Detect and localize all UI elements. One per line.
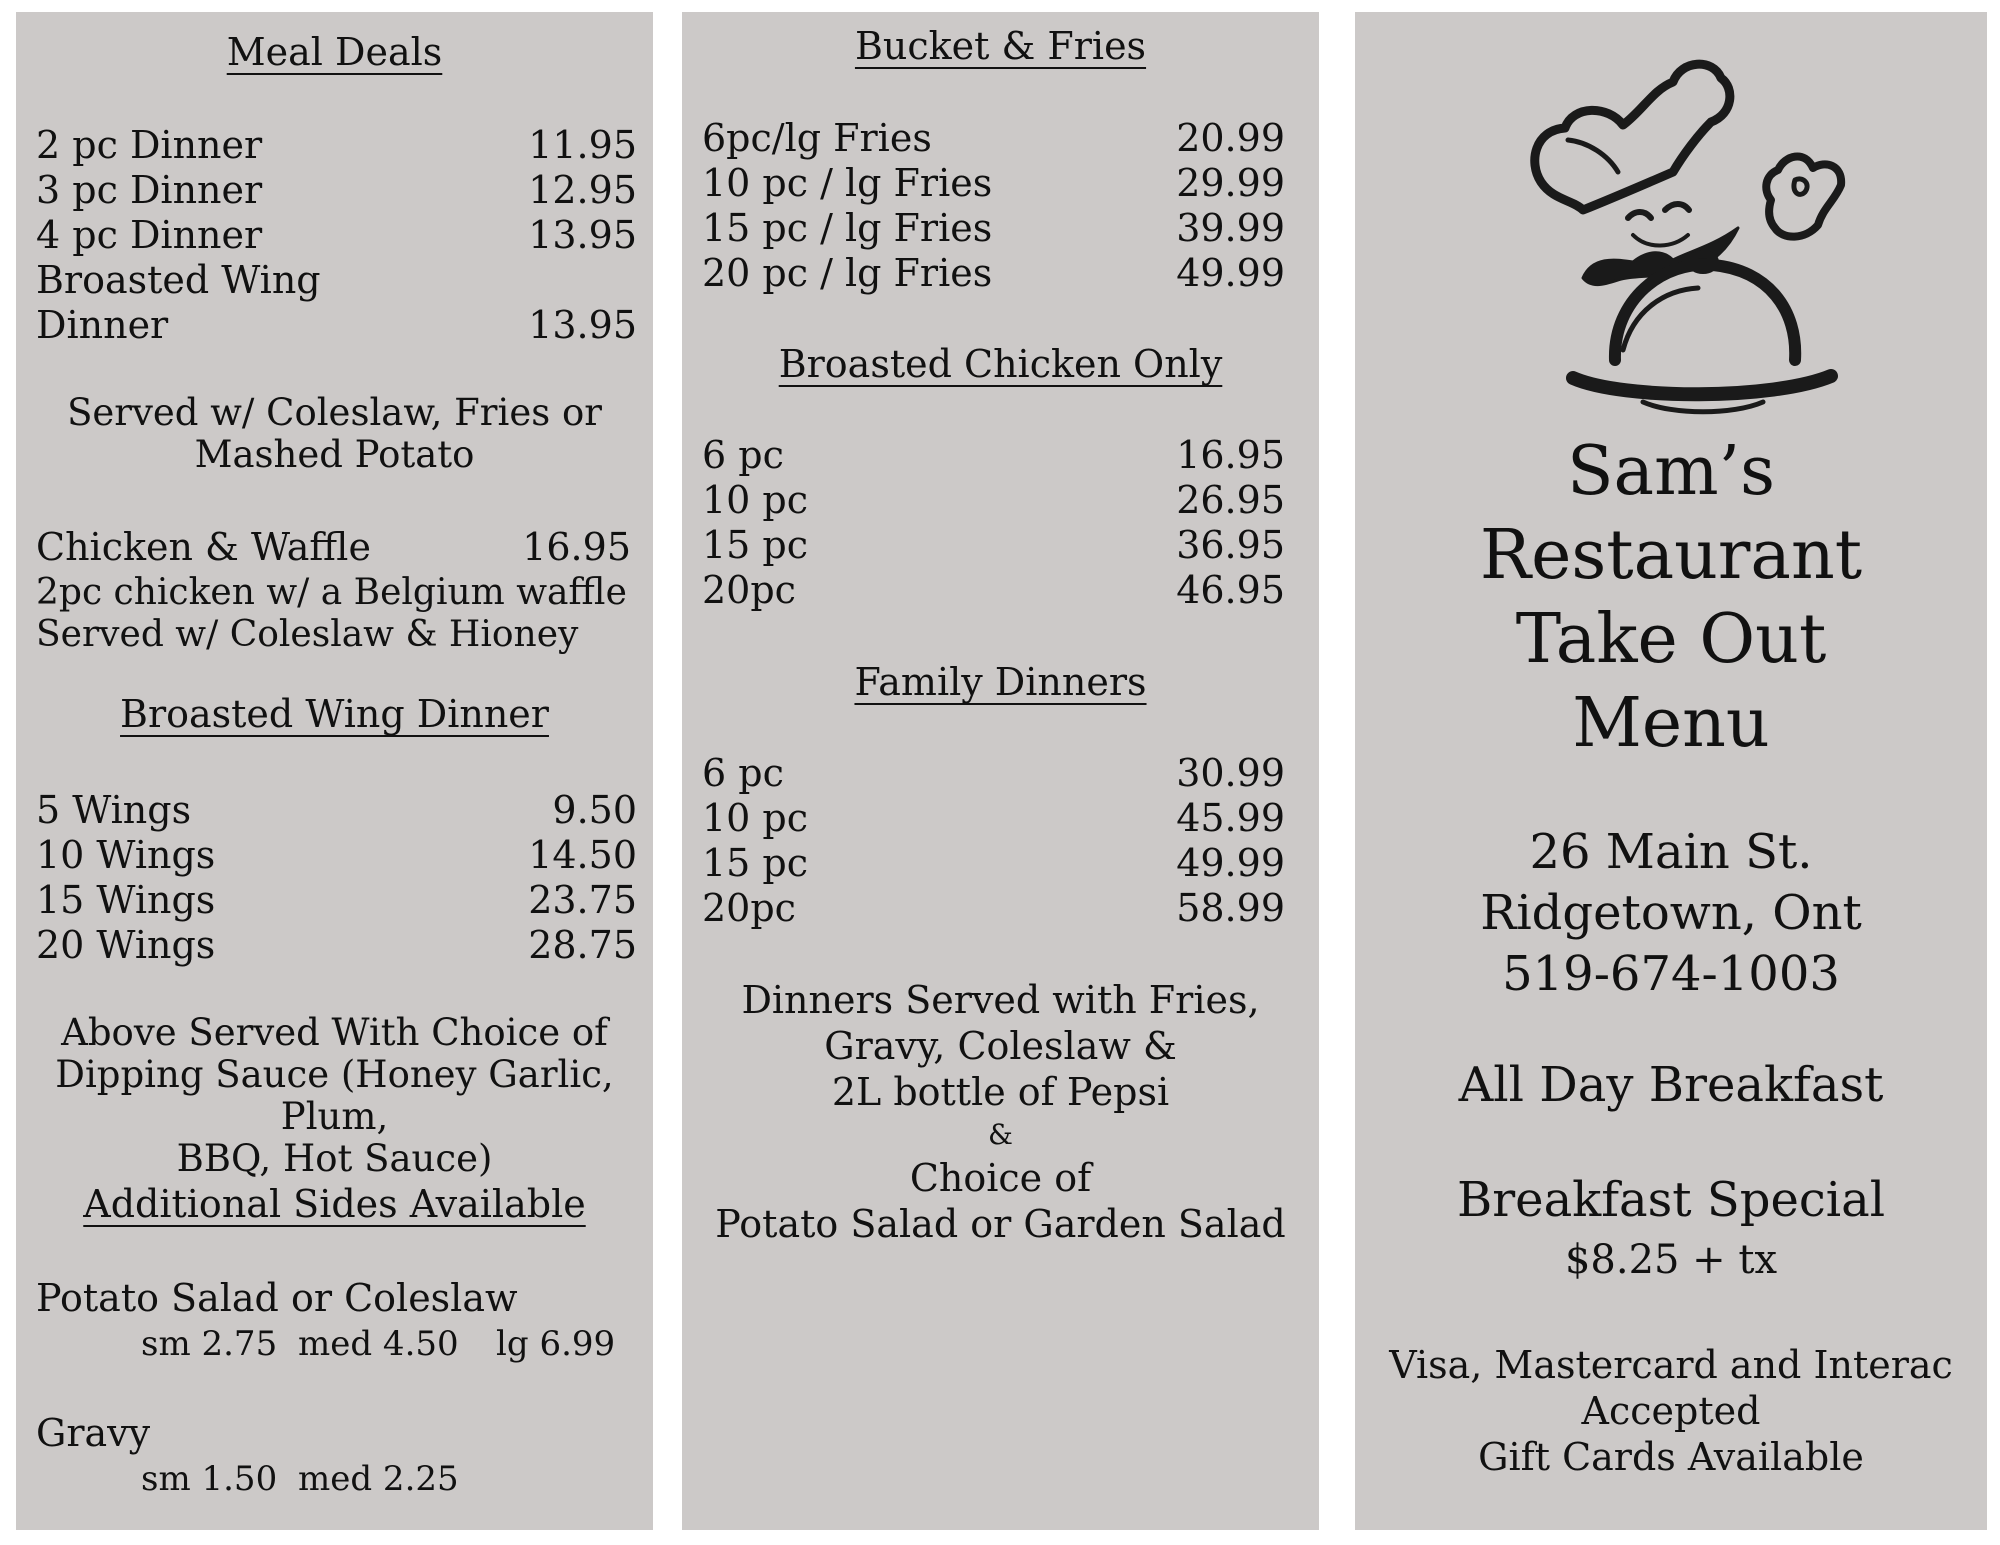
breakfast-special-price: $8.25 + tx xyxy=(1564,1237,1778,1283)
wing-note: Above Served With Choice of Dipping Sauce (Honey Garlic, Plum, BBQ, Hot Sauce) xyxy=(55,1011,614,1180)
phone-number: 519-674-1003 xyxy=(1502,946,1840,1002)
chicken-waffle-desc: Served w/ Coleslaw & Hioney xyxy=(36,614,579,655)
wing-dinner-heading: Broasted Wing Dinner xyxy=(120,692,549,736)
sides-heading: Additional Sides Available xyxy=(83,1182,586,1226)
restaurant-name: Sam’s xyxy=(1566,432,1776,511)
gift-cards: Gift Cards Available xyxy=(1478,1435,1864,1479)
side-price-med: med 2.25 xyxy=(298,1459,459,1499)
family-dinners-heading: Family Dinners xyxy=(854,660,1147,704)
broasted-chicken-heading: Broasted Chicken Only xyxy=(778,342,1223,386)
middle-menu-panel: Bucket & Fries 6pc/lg Fries 20.99 10 pc / lg Fries 29.99 15 pc / lg Fries 39.99 20 pc / lg Fries 49.99 Broasted Chicken Only 6 pc 16.95 10 pc 26.95 15 pc 36.95 20pc 46.95 Family Dinners 6 pc 30.99 10 pc 45.99 15 pc 49.99 20pc 58.99 Dinners Served with Fries, Gravy, Coleslaw & 2L bottle of Pepsi & Choice of Potato Salad or Garden Salad xyxy=(682,12,1319,1530)
title-line: Take Out xyxy=(1515,600,1827,679)
title-line: Menu xyxy=(1572,684,1770,763)
all-day-breakfast: All Day Breakfast xyxy=(1458,1057,1884,1113)
cover-panel xyxy=(1355,12,1987,1530)
title-line: Restaurant xyxy=(1479,516,1863,595)
chef-with-cloche-icon xyxy=(1513,50,1863,420)
side-price-sm: sm 2.75 xyxy=(141,1324,278,1364)
address-city: Ridgetown, Ont xyxy=(1480,885,1862,941)
breakfast-special: Breakfast Special xyxy=(1456,1172,1886,1228)
side-item-name: Potato Salad or Coleslaw xyxy=(36,1276,518,1320)
payment-accepted: Accepted xyxy=(1581,1389,1761,1433)
left-menu-panel: Meal Deals 2 pc Dinner 11.95 3 pc Dinner 12.95 4 pc Dinner 13.95 Broasted Wing Dinner 13.95 Served w/ Coleslaw, Fries or Mashed Potato Chicken & Waffle 16.95 2pc chicken w/ a Belgium waffle Served w/ Coleslaw & Hioney Broasted Wing Dinner 5 Wings 9.50 10 Wings 14.50 15 Wings 23.75 20 Wings 28.75 Above Served With Choice of Dipping Sauce (Honey Garlic, Plum, BBQ, Hot Sauce) Additional Sides Available Potato Salad or Coleslaw sm 2.75 med 4.50 lg 6.99 Gravy sm 1.50 med 2.25 xyxy=(16,12,653,1530)
side-price-lg: lg 6.99 xyxy=(496,1324,616,1364)
side-price-sm: sm 1.50 xyxy=(141,1459,278,1499)
address-street: 26 Main St. xyxy=(1529,824,1813,880)
side-item-name: Gravy xyxy=(36,1411,151,1455)
side-price-med: med 4.50 xyxy=(298,1324,459,1364)
family-dinner-note: Dinners Served with Fries, Gravy, Coleslaw & 2L bottle of Pepsi & Choice of Potato Salad or Garden Salad xyxy=(715,978,1286,1246)
chicken-waffle-desc: 2pc chicken w/ a Belgium waffle xyxy=(36,572,627,613)
meal-deals-heading: Meal Deals xyxy=(226,30,443,74)
served-note: Served w/ Coleslaw, Fries or Mashed Potato xyxy=(67,391,602,476)
bucket-fries-heading: Bucket & Fries xyxy=(854,24,1147,68)
payment-methods: Visa, Mastercard and Interac xyxy=(1389,1343,1953,1387)
